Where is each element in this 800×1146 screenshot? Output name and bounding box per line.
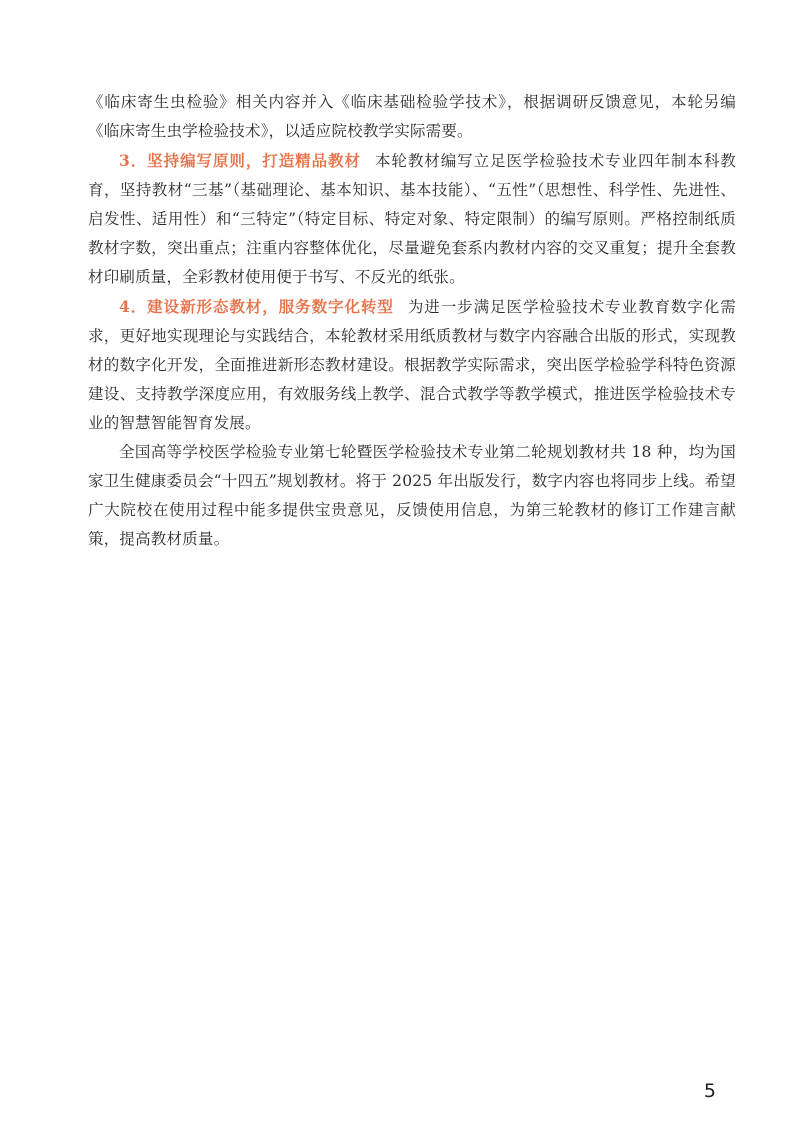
section-heading-principles: 3．坚持编写原则，打造精品教材: [119, 151, 361, 170]
paragraph-summary: [88, 438, 736, 554]
paragraph-text: 全国高等学校医学检验专业第七轮暨医学检验技术专业第二轮规划教材共 18 种，均为国家卫生健康委员会“十四五”规划教材。将于 2025 年出版发行，数字内容也将同步上线。希望广大院校在使用过程中能多提供宝贵意见，反馈使用信息，为第三轮教材的修订工作建言献策，提高教材质量。: [88, 443, 736, 548]
paragraph-digital: [88, 292, 736, 438]
section-heading-digital: 4．建设新形态教材，服务数字化转型: [119, 297, 394, 316]
paragraph-text: 《临床寄生虫检验》相关内容并入《临床基础检验学技术》，根据调研反馈意见，本轮另编《临床寄生虫学检验技术》，以适应院校教学实际需要。: [88, 93, 736, 140]
paragraph-text: 为进一步满足医学检验技术专业教育数字化需求，更好地实现理论与实践结合，本轮教材采用纸质教材与数字内容融合出版的形式，实现教材的数字化开发，全面推进新形态教材建设。根据教学实际需求，突出医学检验学科特色资源建设、支持教学深度应用，有效服务线上教学、混合式教学等教学模式，推进医学检验技术专业的智慧智能智育发展。: [88, 298, 736, 432]
paragraph-continued: [88, 88, 736, 146]
paragraph-text: 本轮教材编写立足医学检验技术专业四年制本科教育，坚持教材“三基”（基础理论、基本知识、基本技能）、“五性”（思想性、科学性、先进性、启发性、适用性）和“三特定”（特定目标、特定对象、特定限制）的编写原则。严格控制纸质教材字数，突出重点；注重内容整体优化，尽量避免套系内教材内容的交叉重复；提升全套教材印刷质量，全彩教材使用便于书写、不反光的纸张。: [88, 152, 736, 286]
page-number: 5: [703, 1080, 716, 1102]
page-content: [88, 88, 736, 554]
paragraph-principles: [88, 146, 736, 292]
